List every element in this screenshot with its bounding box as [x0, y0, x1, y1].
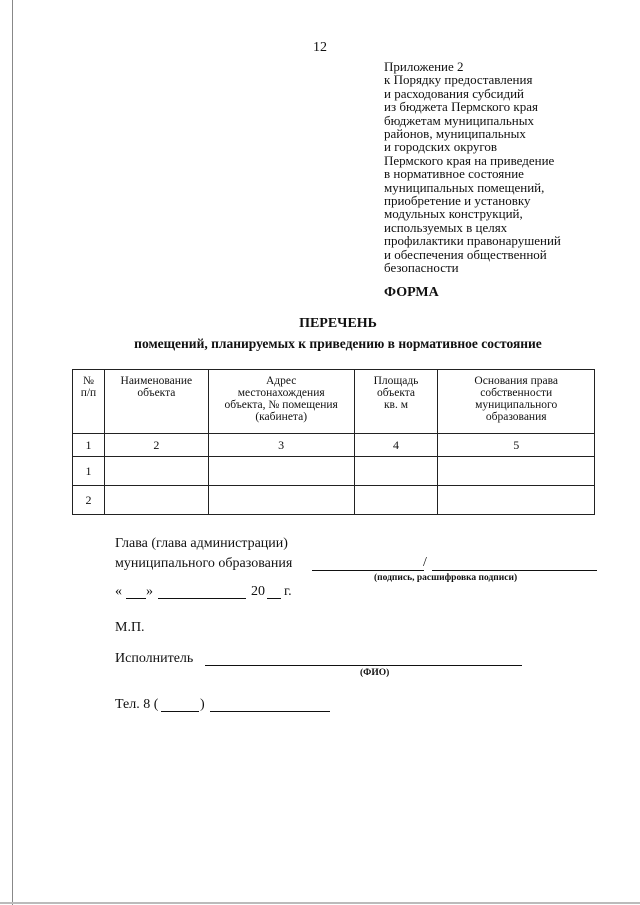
appendix-line: профилактики правонарушений — [384, 233, 561, 249]
table-cell — [208, 457, 354, 486]
table-row — [73, 486, 595, 515]
header-area: Площадь объекта кв. м — [354, 370, 438, 434]
appendix-line: Пермского края на приведение — [384, 152, 555, 168]
form-label: ФОРМА — [384, 285, 439, 300]
page-bottom-edge — [0, 902, 640, 904]
column-number: 2 — [104, 434, 208, 457]
month-blank — [158, 598, 246, 599]
stamp-label: М.П. — [115, 620, 145, 635]
appendix-line: модульных конструкций, — [384, 206, 523, 222]
appendix-line: используемых в целях — [384, 219, 508, 235]
page-edge-line — [12, 0, 13, 905]
executor-blank — [205, 665, 522, 666]
phone-code-blank — [161, 711, 199, 712]
head-title-line2: муниципального образования — [115, 556, 293, 571]
signature-slash: / — [423, 555, 427, 570]
appendix-line: безопасности — [384, 260, 459, 276]
date-close-quote: » — [146, 584, 153, 599]
table-cell — [438, 457, 595, 486]
table-header-row — [73, 370, 595, 434]
day-blank — [126, 598, 146, 599]
table-cell — [354, 486, 438, 515]
signature-caption: (подпись, расшифровка подписи) — [374, 573, 518, 583]
appendix-line: муниципальных помещений, — [384, 179, 545, 195]
appendix-line: и городских округов — [384, 139, 498, 155]
appendix-line: в нормативное состояние — [384, 166, 524, 182]
appendix-line: районов, муниципальных — [384, 126, 526, 142]
appendix-line: Приложение 2 — [384, 59, 464, 74]
header-number: № п/п — [73, 370, 105, 434]
year-blank — [267, 598, 281, 599]
signature-blank — [312, 570, 424, 571]
appendix-line: к Порядку предоставления — [384, 72, 533, 88]
page-number: 12 — [313, 40, 327, 55]
column-number-row — [73, 434, 595, 457]
table-cell: 2 — [73, 486, 105, 515]
table-row — [73, 457, 595, 486]
header-ownership-basis: Основания права собственности муниципального образования — [438, 370, 595, 434]
column-number: 1 — [73, 434, 105, 457]
appendix-line: бюджетам муниципальных — [384, 112, 534, 128]
phone-close-paren: ) — [200, 697, 205, 712]
year-prefix: 20 — [251, 584, 265, 599]
column-number: 4 — [354, 434, 438, 457]
name-decode-blank — [432, 570, 597, 571]
table-cell — [104, 486, 208, 515]
table-cell — [104, 457, 208, 486]
appendix-line: приобретение и установку — [384, 193, 531, 209]
column-number: 5 — [438, 434, 595, 457]
document-subtitle: помещений, планируемых к приведению в нормативное состояние — [134, 336, 542, 351]
appendix-line: из бюджета Пермского края — [384, 99, 539, 115]
table-cell — [208, 486, 354, 515]
header-object-name: Наименование объекта — [104, 370, 208, 434]
column-number: 3 — [208, 434, 354, 457]
date-open-quote: « — [115, 584, 122, 599]
header-address: Адрес местонахождения объекта, № помещения (кабинета) — [208, 370, 354, 434]
fio-caption: (ФИО) — [360, 668, 390, 678]
table-cell: 1 — [73, 457, 105, 486]
table-cell — [354, 457, 438, 486]
phone-label: Тел. 8 ( — [115, 697, 159, 712]
appendix-line: и обеспечения общественной — [384, 246, 547, 262]
appendix-note — [384, 60, 634, 275]
appendix-line: и расходования субсидий — [384, 85, 524, 101]
document-title: ПЕРЕЧЕНЬ — [299, 316, 377, 331]
objects-table — [72, 369, 595, 515]
phone-number-blank — [210, 711, 330, 712]
table-cell — [438, 486, 595, 515]
executor-label: Исполнитель — [115, 651, 194, 666]
year-suffix: г. — [284, 584, 292, 599]
head-title-line1: Глава (глава администрации) — [115, 536, 288, 551]
